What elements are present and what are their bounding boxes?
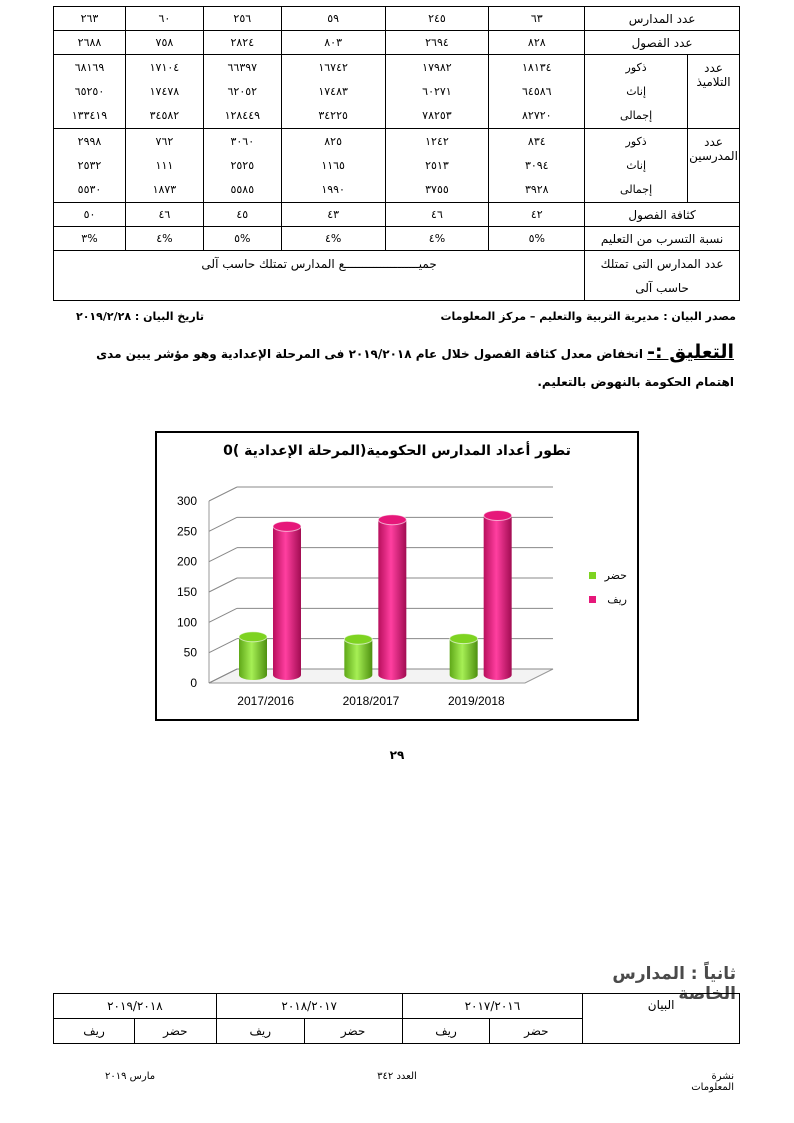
- page-number: ٢٩: [389, 748, 405, 762]
- y-tick-label: 100: [176, 615, 197, 630]
- computers-note: جميـــــــــــــــــــــع المدارس تمتلك حاسب آلى: [54, 251, 585, 301]
- bar-top: [450, 634, 478, 644]
- table-cell: ٦٠: [125, 7, 203, 31]
- table-cell: ٦٣: [489, 7, 585, 31]
- sub-label: إجمالى: [620, 182, 653, 196]
- table-cell: ٤٥: [203, 203, 281, 227]
- table-cell: ٥٠: [54, 203, 126, 227]
- row-label: عدد الفصول: [585, 31, 740, 55]
- source-line: [76, 310, 736, 323]
- table-cell: %٥: [203, 227, 281, 251]
- table-cell: ١٦٧٤٢ ١٧٤٨٣ ٣٤٢٢٥: [281, 55, 385, 129]
- y-tick-label: 150: [176, 585, 197, 599]
- table-row: [54, 251, 740, 301]
- table-row: [54, 227, 740, 251]
- chart-bar: [484, 510, 512, 680]
- legend-swatch: [589, 572, 596, 579]
- legend-label: حضر: [604, 569, 627, 582]
- y-tick-label: 250: [176, 524, 197, 539]
- table-cell: ٨٢٥ ١١٦٥ ١٩٩٠: [281, 129, 385, 203]
- table-cell: ٤٣: [281, 203, 385, 227]
- chart-bar: [239, 632, 267, 680]
- row-label: عدد المدرسين: [688, 129, 740, 203]
- table-cell: ٢٤٥: [385, 7, 489, 31]
- row-label: عدد المدارس: [585, 7, 740, 31]
- sub-header: حضر: [304, 1019, 402, 1044]
- table-row: [54, 55, 740, 129]
- table-cell: ١٧١٠٤ ١٧٤٧٨ ٣٤٥٨٢: [125, 55, 203, 129]
- table-cell: ١٢٤٢ ٢٥١٣ ٣٧٥٥: [385, 129, 489, 203]
- chart-gridline-side: [209, 639, 237, 653]
- table-cell: ٨٣٤ ٣٠٩٤ ٣٩٢٨: [489, 129, 585, 203]
- row-label: البيان: [583, 994, 740, 1044]
- table-cell: ٢٨٢٤: [203, 31, 281, 55]
- table-cell: ٢٩٩٨ ٢٥٣٢ ٥٥٣٠: [54, 129, 126, 203]
- table-cell: ٨٠٣: [281, 31, 385, 55]
- table-cell: ١٧٩٨٢ ٦٠٢٧١ ٧٨٢٥٣: [385, 55, 489, 129]
- bar-body: [378, 520, 406, 680]
- row-label: عدد المدارس التى تمتلك حاسب آلى: [585, 251, 740, 301]
- bar-body: [344, 639, 372, 680]
- chart-gridline-side: [209, 608, 237, 622]
- table-cell: ٢٥٦: [203, 7, 281, 31]
- row-label: نسبة التسرب من التعليم: [585, 227, 740, 251]
- government-schools-table: [53, 6, 740, 301]
- chart-gridline-side: [209, 578, 237, 592]
- y-tick-label: 50: [183, 645, 197, 660]
- comment-text: انخفاض معدل كثافة الفصول خلال عام ٢٠١٩/٢٠١٨ فى المرحلة الإعدادية وهو مؤشر يبين مدى اهتمام الحكومة بالنهوض بالتعليم.: [96, 347, 734, 389]
- private-schools-table: [53, 993, 740, 1044]
- x-tick-label: 2017/2016: [237, 694, 295, 708]
- table-row: [54, 31, 740, 55]
- table-cell: ٤٦: [125, 203, 203, 227]
- table-cell: %٣: [54, 227, 126, 251]
- table-cell: ٢٦٩٤: [385, 31, 489, 55]
- x-tick-label: 2019/2018: [447, 694, 505, 708]
- table-cell: ١٨١٣٤ ٦٤٥٨٦ ٨٢٧٢٠: [489, 55, 585, 129]
- table-cell: ٧٥٨: [125, 31, 203, 55]
- sub-header: ريف: [54, 1019, 135, 1044]
- chart-gridline-side: [209, 517, 237, 531]
- bar-body: [484, 515, 512, 680]
- bar-body: [273, 526, 301, 680]
- legend-swatch: [589, 596, 596, 603]
- row-label: عدد التلاميذ: [688, 55, 740, 129]
- table-cell: ٣٠٦٠ ٢٥٢٥ ٥٥٨٥: [203, 129, 281, 203]
- bar-top: [273, 521, 301, 531]
- y-tick-label: 200: [176, 554, 197, 569]
- footer-date: مارس ٢٠١٩: [105, 1071, 156, 1082]
- year-header: ٢٠١٨/٢٠١٧: [216, 994, 402, 1019]
- sub-label: ذكور: [625, 60, 647, 74]
- table-row: [54, 994, 740, 1019]
- sub-label: إناث: [626, 84, 647, 98]
- bar-body: [239, 637, 267, 680]
- footer-title: نشرة المعلومات: [691, 1071, 734, 1093]
- chart-gridline-side: [209, 548, 237, 562]
- bar-top: [239, 632, 267, 642]
- chart-bar: [273, 521, 301, 680]
- table-cell: ٦٨١٦٩ ٦٥٢٥٠ ١٣٣٤١٩: [54, 55, 126, 129]
- y-tick-label: 300: [176, 494, 197, 508]
- table-cell: %٤: [125, 227, 203, 251]
- row-label: كثافة الفصول: [585, 203, 740, 227]
- chart-gridline-side: [209, 487, 237, 501]
- section2-title: ثانياً : المدارس الخاصة: [612, 964, 736, 1004]
- table-row: [54, 7, 740, 31]
- comment: [60, 338, 734, 396]
- table-cell: ٥٩: [281, 7, 385, 31]
- table-cell: ٢٦٣: [54, 7, 126, 31]
- bar-top: [484, 510, 512, 520]
- footer-issue: العدد ٣٤٢: [377, 1071, 417, 1082]
- table-row: [54, 203, 740, 227]
- table-cell: %٤: [385, 227, 489, 251]
- sub-label: ذكور: [625, 134, 647, 148]
- sub-labels: [585, 129, 688, 203]
- chart-bar: [344, 634, 372, 680]
- bar-body: [450, 639, 478, 680]
- comment-title: التعليق :-: [647, 341, 734, 363]
- y-tick-label: 0: [190, 676, 197, 690]
- schools-chart: [155, 431, 639, 721]
- table-cell: ٦٦٣٩٧ ٦٢٠٥٢ ١٢٨٤٤٩: [203, 55, 281, 129]
- sub-label: إناث: [626, 158, 647, 172]
- table-row: [54, 129, 740, 203]
- sub-header: حضر: [134, 1019, 216, 1044]
- bar-top: [378, 515, 406, 525]
- sub-header: ريف: [216, 1019, 304, 1044]
- table-cell: %٥: [489, 227, 585, 251]
- sub-labels: [585, 55, 688, 129]
- chart-title: تطور أعداد المدارس الحكومية(المرحلة الإعدادية )0: [223, 443, 571, 459]
- source-text: مصدر البيان : مديرية التربية والتعليم – مركز المعلومات: [440, 310, 736, 323]
- legend-label: ريف: [607, 593, 627, 606]
- year-header: ٢٠١٩/٢٠١٨: [54, 994, 217, 1019]
- sub-label: إجمالى: [620, 108, 653, 122]
- sub-header: حضر: [490, 1019, 583, 1044]
- table-cell: ٤٦: [385, 203, 489, 227]
- table-cell: %٤: [281, 227, 385, 251]
- chart-bar: [378, 515, 406, 680]
- x-tick-label: 2018/2017: [342, 694, 400, 708]
- table-cell: ٨٢٨: [489, 31, 585, 55]
- sub-header: ريف: [402, 1019, 490, 1044]
- year-header: ٢٠١٧/٢٠١٦: [402, 994, 583, 1019]
- table-cell: ٤٢: [489, 203, 585, 227]
- bar-top: [344, 634, 372, 644]
- table-cell: ٢٦٨٨: [54, 31, 126, 55]
- chart-bar: [450, 634, 478, 680]
- table-cell: ٧٦٢ ١١١ ١٨٧٣: [125, 129, 203, 203]
- source-date: تاريخ البيان : ٢٠١٩/٢/٢٨: [76, 310, 204, 323]
- chart-plot: [157, 433, 637, 719]
